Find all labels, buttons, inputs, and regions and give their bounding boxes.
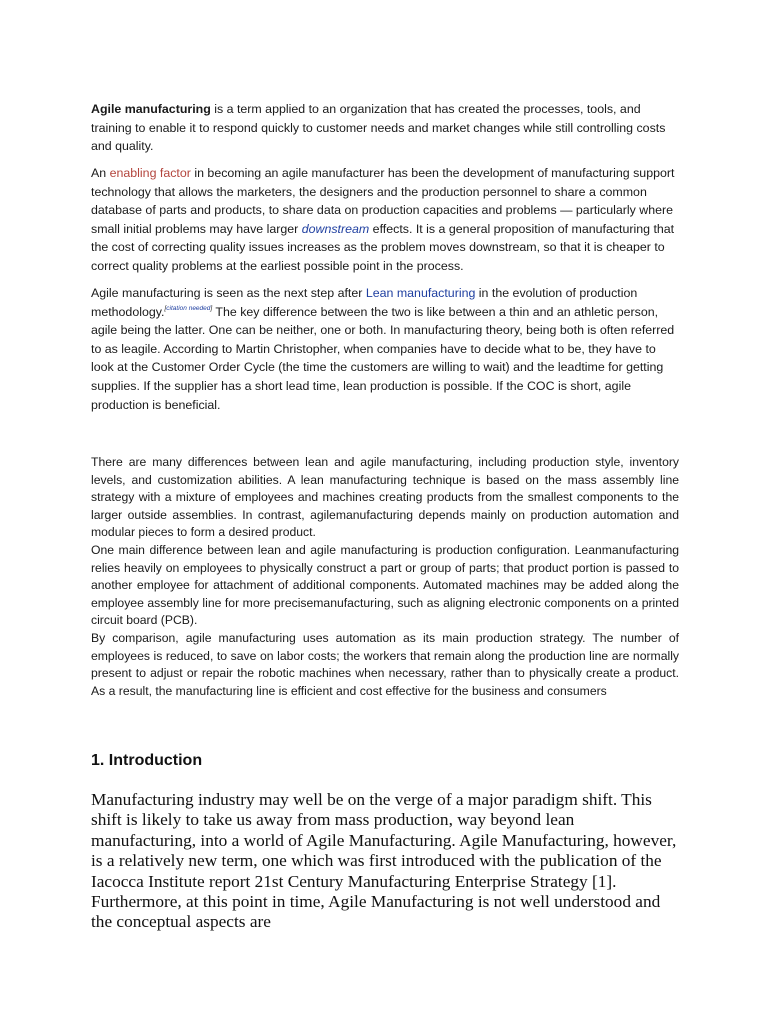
introduction-paragraph: Manufacturing industry may well be on the verge of a major paradigm shift. This shift is likely to take us away from mass production, way beyond lean manufacturing, into a world of Agile Manufacturing. Agile Manufacturing, however, is a relatively new term, one which was first introduced with the publication of the Iacocca Institute report 21st Century Manufacturing Enterprise Strategy [1]. Furthermore, at this point in time, Agile Manufacturing is not well understood and the conceptual aspects are: [91, 790, 677, 932]
differences-paragraph: By comparison, agile manufacturing uses automation as its main production strategy. The number of employees is reduced, to save on labor costs; the workers that remain along the production line are normally present to adjust or repair the robotic machines when necessary, rather than to physically create a product. As a result, the manufacturing line is efficient and cost effective for the business and consumers: [91, 630, 679, 698]
paragraph-enabling-factor: [91, 164, 679, 276]
bracket: ]: [210, 304, 213, 312]
section-heading: 1. Introduction: [91, 752, 203, 769]
link-lean-manufacturing[interactable]: Lean manufacturing: [365, 286, 476, 300]
paragraph-text: in becoming an agile manufacturer has been the development of manufacturing support technology that allows the marketers, the designers and the production personnel to share a common database of parts and products, to share data on production capacities and problems — particularly where small initial problems may have larger: [91, 166, 675, 236]
paragraph-text: An: [91, 166, 110, 180]
term-bold: Agile manufacturing: [91, 102, 211, 116]
citation-needed[interactable]: [164, 305, 212, 312]
link-enabling-factor[interactable]: enabling factor: [109, 166, 191, 180]
paragraph-text: in the evolution of production methodology.: [91, 286, 638, 319]
paragraph-text: effects. It is a general proposition of manufacturing that the cost of correcting quality issues increases as the problem moves downstream, so that it is cheaper to correct quality problems at the earliest possible point in the process.: [91, 221, 675, 273]
paragraph-text: is a term applied to an organization that has created the processes, tools, and training to enable it to respond quickly to customer needs and market changes while still controlling costs and quality.: [91, 102, 666, 154]
paragraph-text: The key difference between the two is like between a thin and an athletic person, agile being the latter. One can be neither, one or both. In manufacturing theory, being both is often referred to as leagile. According to Martin Christopher, when companies have to decide what to be, they have to look at the Customer Order Cycle (the time the customers are willing to wait) and the leadtime for getting supplies. If the supplier has a short lead time, lean production is possible. If the COC is short, agile production is beneficial.: [91, 304, 675, 412]
citation-needed-link[interactable]: citation needed: [166, 304, 211, 312]
differences-paragraph: One main difference between lean and agile manufacturing is production configuration. Leanmanufacturing relies heavily on employees to physically construct a part or group of parts; that product portion is passed to another employee for attachment of additional components. Automated machines may be added along the employee assembly line for more precisemanufacturing, such as aligning electronic components on a printed circuit board (PCB).: [91, 542, 679, 628]
differences-paragraph: There are many differences between lean and agile manufacturing, including production style, inventory levels, and customization abilities. A lean manufacturing technique is based on the mass assembly line strategy with a mixture of employees and machines creating products from the smallest components to the larger outside assemblies. In contrast, agilemanufacturing depends mainly on production automation and modular pieces to form a desired product.: [91, 455, 679, 540]
bracket: [: [164, 304, 167, 312]
link-downstream[interactable]: downstream: [301, 221, 370, 236]
paragraph-lean-comparison: [91, 284, 679, 414]
paragraph-text: Agile manufacturing is seen as the next step after: [91, 286, 366, 300]
paragraph-definition: [91, 100, 679, 156]
differences-block: [91, 454, 679, 700]
